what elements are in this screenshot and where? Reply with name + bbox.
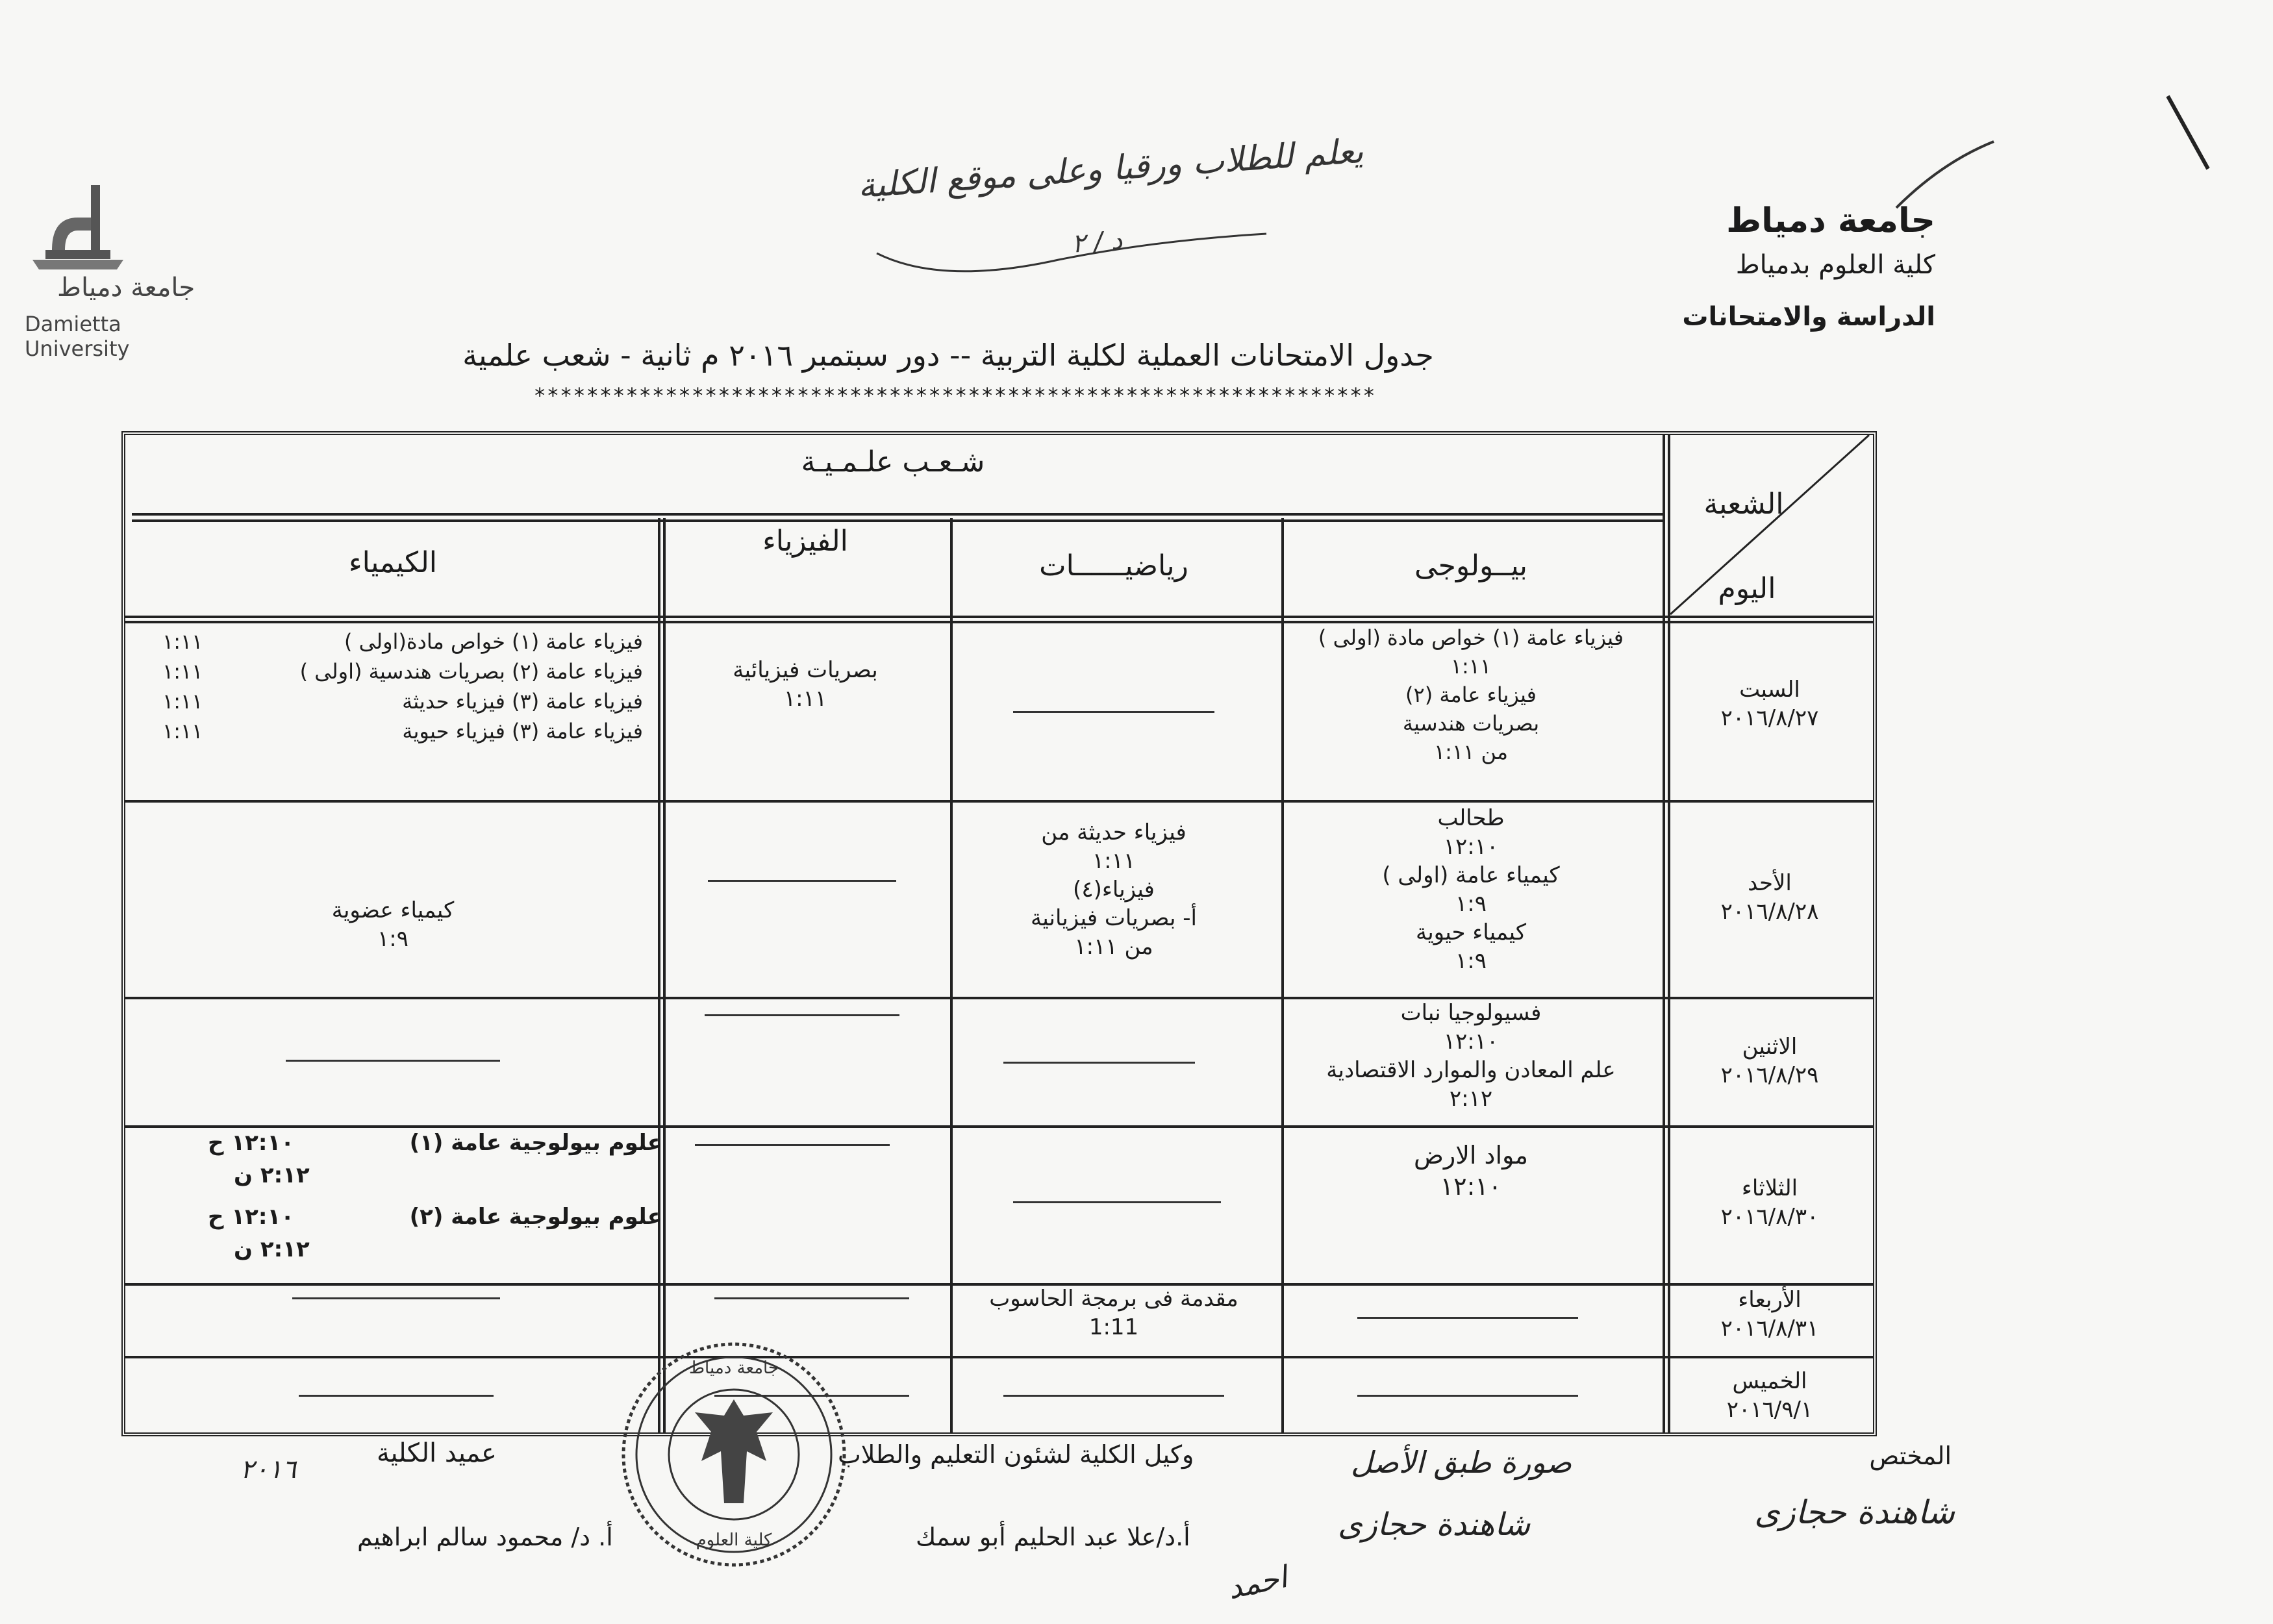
title-separator: **************************************************************** [533,383,1376,408]
mon-physics-empty [705,1014,899,1016]
sat-math-empty [1013,711,1214,713]
mon-biology: فسيولوجيا نبات ١٢:١٠ علم المعادن والموارد الاقتصادية ٢:١٢ [1326,1000,1616,1112]
day-name: الأحد [1748,870,1792,896]
day-sat [1672,675,1867,732]
tue-biology: مواد الارض ١٢:١٠ [1413,1141,1529,1201]
chem-entry: فيزياء عامة (٣) فيزياء حيوية ١:١١ [162,719,643,743]
vice-dean-title: وكيل الكلية لشئون التعليم والطلاب [838,1440,1194,1469]
day-date: ٢٠١٦/٨/٢٧ [1720,705,1819,731]
day-date: ٢٠١٦/٨/٢٨ [1720,899,1819,925]
col-header-biology: بيــولوجى [1414,549,1528,582]
day-date: ٢٠١٦/٨/٣١ [1720,1316,1819,1342]
document-title: جدول الامتحانات العملية لكلية التربية -- دور سبتمبر ٢٠١٦ م ثانية - شعب علمية [462,338,1434,373]
day-wed [1672,1286,1867,1343]
logo-arabic-text: جامعة دمياط [57,273,195,303]
day-date: ٢٠١٦/٩/١ [1726,1397,1813,1423]
logo-english-text: Damietta University [25,312,130,361]
svg-text:جامعة دمياط: جامعة دمياط [689,1358,779,1378]
day-date: ٢٠١٦/٨/٣٠ [1720,1204,1819,1230]
chem-entry: فيزياء عامة (٣) فيزياء حديثة ١:١١ [162,689,643,714]
corner-branch-label: الشعبة [1703,488,1784,521]
mon-chemistry-empty [286,1060,500,1062]
col-header-physics: الفيزياء [762,525,848,558]
day-name: الثلاثاء [1741,1175,1798,1201]
mon-math-empty [1003,1062,1195,1064]
col-divider-phys-chem-2 [658,518,660,1432]
department-name: الدراسة والامتحانات [1682,302,1935,332]
handwritten-note-2: د / ٢ [1070,225,1124,259]
day-name: السبت [1739,677,1800,703]
dean-signature-date: ٢٠١٦ [240,1455,296,1484]
row-line-5 [125,1356,1873,1358]
thu-biology-empty [1357,1395,1578,1397]
thu-chemistry-empty [299,1395,494,1397]
wed-math: مقدمة فى برمجة الحاسوب 1:11 [989,1286,1238,1340]
wed-biology-empty [1357,1317,1578,1319]
day-name: الاثنين [1742,1034,1798,1060]
svg-text:كلية العلوم: كلية العلوم [696,1530,772,1550]
day-name: الخميس [1732,1368,1807,1394]
specialist-title: المختص [1869,1442,1952,1470]
sat-physics: بصريات فيزيائية ١:١١ [733,657,878,712]
group-header-line-2 [132,519,1663,522]
day-sun [1672,869,1867,926]
handwritten-underline [864,214,1286,286]
eagle-seal-icon [617,1338,851,1571]
row-line-1 [125,800,1873,803]
sat-chemistry [162,627,643,746]
day-date: ٢٠١٦/٨/٢٩ [1720,1062,1819,1088]
tue-chemistry: علوم بيولوجية عامة (١) ١٢:١٠ ح ٢:١٢ ن علوم بيولوجية عامة (٢) ١٢:١٠ ح ٢:١٢ ن [208,1127,662,1266]
copy-certification-note: صورة طبق الأصل [1351,1445,1572,1480]
corner-day-label: اليوم [1718,572,1776,605]
logo-emblem-icon [32,179,123,273]
sun-chemistry: كيمياء عضوية ١:٩ [331,897,455,952]
group-header: شـعـب علـمـيـة [801,445,985,479]
pen-mark [2163,91,2215,182]
chem-entry: علوم بيولوجية عامة (٢) ١٢:١٠ ح [208,1204,662,1230]
col-header-chemistry: الكيمياء [348,546,438,579]
header-row-line [125,616,1873,618]
tue-physics-empty [695,1144,890,1146]
bottom-handwriting: احمد [1224,1559,1290,1606]
sun-math: فيزياء حديثة من ١:١١ فيزياء(٤) أ- بصريات فيزيانية من ١:١١ [1031,819,1197,960]
vice-dean-name: أ.د/علا عبد الحليم أبو سمك [916,1523,1190,1551]
university-name: جامعة دمياط [1726,201,1935,240]
day-tue [1672,1174,1867,1231]
day-thu [1672,1367,1867,1424]
handwritten-note: يعلم للطلاب ورقيا وعلى موقع الكلية [856,131,1365,206]
faculty-name: كلية العلوم بدمياط [1735,250,1935,280]
copy-signature: شاهندة حجازى [1338,1506,1531,1543]
specialist-signature: شاهندة حجازى [1754,1493,1955,1531]
wed-chemistry-empty [292,1297,500,1299]
dean-name: أ. د/ محمود سالم ابراهيم [357,1523,613,1551]
dean-title: عميد الكلية [377,1438,497,1468]
col-header-math: رياضيــــــات [1039,549,1188,582]
chem-entry: فيزياء عامة (١) خواص مادة(اولى ) ١:١١ [162,629,643,654]
thu-math-empty [1003,1395,1224,1397]
chem-entry: فيزياء عامة (٢) بصريات هندسية (اولى ) ١:١١ [162,659,643,684]
sat-biology: فيزياء عامة (١) خواص مادة (اولى ) ١:١١ فيزياء عامة (٢) بصريات هندسية من ١:١١ [1318,625,1624,764]
day-mon [1672,1032,1867,1090]
tue-math-empty [1013,1201,1221,1203]
sun-biology: طحالب ١٢:١٠ كيمياء عامة (اولى ) ١:٩ كيمياء حيوية ١:٩ [1382,805,1560,974]
university-logo [19,179,214,361]
chem-entry: علوم بيولوجية عامة (١) ١٢:١٠ ح [208,1130,662,1156]
sun-physics-empty [708,880,896,882]
wed-physics-empty [714,1297,909,1299]
official-stamp [617,1338,851,1571]
group-header-line [132,513,1663,516]
handwritten-bracket [1883,136,2000,214]
day-name: الأربعاء [1738,1287,1802,1313]
